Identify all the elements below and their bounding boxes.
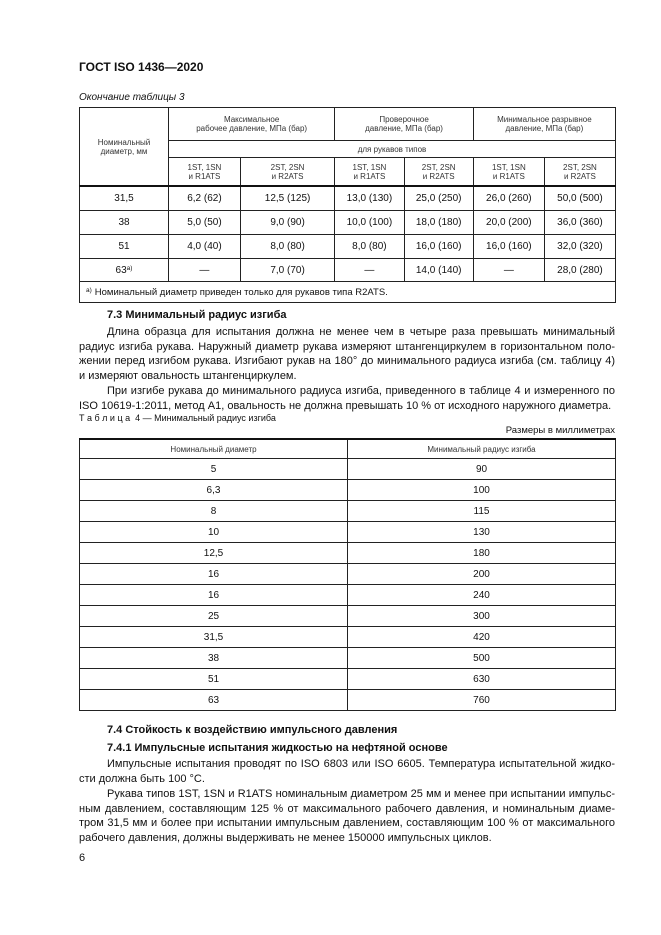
cell-text: и R1ATS [492,171,525,181]
table-row [80,235,616,259]
cell-text: 2ST, 2SN [270,162,305,172]
cell-text: 10,0 (100) [346,217,393,228]
cell-text: 31,5 [203,631,224,643]
cell-radius [348,585,616,606]
cell-text: Минимальный радиус изгиба [427,444,536,454]
table-row [80,211,616,235]
page-number: 6 [79,852,86,864]
footnote-mark: a) [126,264,133,272]
cell-diameter [80,259,169,282]
cell-text: Проверочное [379,115,429,124]
section-7-3-title: 7.3 Минимальный радиус изгиба [107,309,287,321]
cell-text: Номинальный [97,137,151,147]
cell-text: 1ST, 1SN [491,162,526,172]
cell-text: 8,0 (80) [352,241,387,252]
text-line: Рукава типов 1ST, 1SN и R1ATS номинальным диаметром 25 мм и менее при испытании импульс- [107,788,615,800]
header-hose-types [169,141,616,158]
cell-text: 1ST, 1SN [187,162,222,172]
cell-radius [348,564,616,585]
cell-value [240,186,334,211]
cell-text: 16,0 (160) [486,241,532,252]
cell-value [404,235,473,259]
table-3 [79,107,616,303]
cell-value [473,211,544,235]
cell-value [404,259,473,282]
cell-radius [348,648,616,669]
header-type [404,158,473,187]
cell-text: 13,0 (130) [346,193,393,204]
cell-text: 51 [118,241,130,252]
cell-diameter [80,501,348,522]
cell-text: 5 [210,463,217,475]
cell-text: 2ST, 2SN [563,162,597,172]
header-min-bend-radius [348,439,616,459]
cell-text: 630 [473,673,490,685]
cell-text: Минимальное разрывное [497,115,592,124]
section-7-4-1-paragraph-2 [79,787,615,845]
cell-value [544,259,615,282]
document-header: ГОСТ ISO 1436—2020 [79,60,204,74]
cell-text: 63 [115,264,127,276]
cell-value [473,186,544,211]
cell-text: 14,0 (140) [415,264,462,276]
cell-text: — [364,264,375,276]
cell-text: и R2ATS [422,171,455,181]
table-row [80,522,616,543]
cell-diameter [80,669,348,690]
footnote-mark: a) [86,286,92,294]
header-group [335,108,474,141]
header-nominal-diameter [80,439,348,459]
cell-text: 100 [473,484,490,496]
cell-diameter [80,522,348,543]
cell-diameter [80,564,348,585]
cell-diameter [80,648,348,669]
cell-text: 300 [473,610,490,622]
cell-radius [348,543,616,564]
cell-text: 115 [473,505,490,517]
table-row [80,648,616,669]
section-7-3-paragraph-1 [79,325,615,383]
cell-value [240,235,334,259]
cell-value [544,235,615,259]
cell-text: 1ST, 1SN [352,162,387,172]
cell-text: 63 [207,694,220,706]
cell-text: и R1ATS [188,171,221,181]
cell-value [169,211,241,235]
table4-units: Размеры в миллиметрах [505,425,615,436]
table-row [80,186,616,211]
cell-value [544,211,615,235]
text-line: тром 31,5 мм и более при испытании импульсным давлением, составляющим 100 % от максимального [79,817,615,829]
table-row [80,627,616,648]
section-7-4-1-paragraph-1 [79,757,615,786]
cell-text: 31,5 [114,193,134,204]
cell-diameter [80,211,169,235]
text-line: ным давлением, составляющим 125 % от максимального рабочего давления, и номинальным диаме- [79,802,615,815]
cell-text: и R2ATS [563,171,596,181]
header-group [169,108,335,141]
cell-value [240,259,334,282]
cell-text: 200 [473,568,490,580]
cell-text: давление, МПа (бар) [365,124,443,133]
cell-value [473,235,544,259]
table-row [80,459,616,480]
cell-text: давление, МПа (бар) [505,124,584,133]
table-row [80,585,616,606]
table-4 [79,438,616,711]
cell-text: 32,0 (320) [557,241,603,252]
cell-text: 760 [473,694,490,706]
cell-text: 28,0 (280) [557,264,603,276]
cell-text: 16 [207,568,220,580]
text-line: Длина образца для испытания должна не менее чем в четыре раза превышать минимальный [107,326,615,338]
cell-text: 50,0 (500) [557,193,603,204]
cell-diameter [80,606,348,627]
text-line: радиус изгиба рукава. Наружный диаметр рукава измеряют штангенциркулем в горизонтальном поло- [79,340,615,353]
cell-diameter [80,459,348,480]
header-type [169,158,241,187]
cell-value [404,211,473,235]
cell-diameter [80,186,169,211]
cell-text: Максимальное [223,115,280,124]
text-line: жении перед изгибом рукава. Изгибают рукав на 180° до минимального радиуса изгиба (см. таблицу 4) [79,355,615,367]
table-row [80,690,616,711]
cell-text: и R1ATS [353,171,386,181]
cell-radius [348,501,616,522]
cell-text: 12,5 [203,547,224,559]
table-row [80,543,616,564]
cell-text: 6,2 (62) [187,193,222,204]
cell-value [335,211,404,235]
cell-value [169,259,241,282]
cell-text: диаметр, мм [100,146,148,156]
cell-text: 36,0 (360) [557,217,603,228]
text-line: и измеряют овальность штангенциркулем. [79,369,297,382]
cell-diameter [80,585,348,606]
cell-value [169,186,241,211]
cell-text: 130 [473,526,490,538]
cell-text: 240 [473,589,490,601]
text-line: ISO 10619-1:2011, метод А1, овальность не должна превышать 10 % от исходного наружного диаметра. [79,399,612,412]
cell-value [473,259,544,282]
cell-text: 9,0 (90) [270,217,305,228]
cell-radius [348,606,616,627]
text-line: При изгибе рукава до минимального радиуса изгиба, приведенного в таблице 4 и измеренного по [107,385,615,397]
table3-footnote [80,282,616,303]
header-type [335,158,404,187]
cell-radius [348,480,616,501]
cell-diameter [80,627,348,648]
cell-text: Номинальный диаметр [170,444,257,454]
table-row [80,501,616,522]
header-group [473,108,615,141]
cell-value [335,186,404,211]
cell-value [335,235,404,259]
table-row [80,606,616,627]
cell-value [240,211,334,235]
table-row [80,564,616,585]
cell-text: 6,3 [206,484,221,496]
cell-diameter [80,480,348,501]
cell-text: 26,0 (260) [486,193,532,204]
table-header-row [80,439,616,459]
cell-diameter [80,235,169,259]
table4-caption: Т а б л и ц а 4 — Минимальный радиус изгиба [79,413,276,423]
section-7-4-1-title: 7.4.1 Импульсные испытания жидкостью на нефтяной основе [107,742,448,754]
section-7-3-paragraph-2 [79,384,615,413]
cell-text: 420 [473,631,490,643]
header-type [473,158,544,187]
cell-text: 16 [207,589,220,601]
footnote-row [80,282,616,303]
cell-text: 20,0 (200) [486,217,532,228]
table3-caption: Окончание таблицы 3 [79,92,185,103]
cell-radius [348,627,616,648]
cell-radius [348,459,616,480]
cell-radius [348,669,616,690]
header-type [240,158,334,187]
cell-value [544,186,615,211]
cell-value [404,186,473,211]
cell-text: 2ST, 2SN [421,162,456,172]
section-7-4-title: 7.4 Стойкость к воздействию импульсного давления [107,724,398,736]
cell-radius [348,690,616,711]
cell-text: 90 [475,463,488,475]
text-line: сти должна быть 100 °С. [79,772,205,785]
cell-value [335,259,404,282]
table-header-row [80,108,616,141]
cell-text: 4,0 (40) [187,241,222,252]
cell-text: 5,0 (50) [187,217,222,228]
cell-text: для рукавов типов [357,144,427,154]
cell-text: 25 [207,610,220,622]
cell-text: 180 [473,547,490,559]
table-row [80,259,616,282]
cell-text: и R2ATS [271,171,304,181]
table-row [80,669,616,690]
cell-text: 18,0 (180) [415,217,462,228]
cell-text: 12,5 (125) [264,193,311,204]
text-line: Импульсные испытания проводят по ISO 6803 или ISO 6605. Температура испытательной жидко- [107,758,615,770]
cell-diameter [80,690,348,711]
cell-radius [348,522,616,543]
cell-text: — [199,264,210,276]
header-nominal-diameter [80,108,169,187]
cell-value [169,235,241,259]
cell-text: 16,0 (160) [415,241,462,252]
cell-text: 7,0 (70) [270,264,305,276]
cell-text: 51 [207,673,220,685]
cell-text: рабочее давление, МПа (бар) [196,124,308,133]
cell-text: 8 [210,505,217,517]
cell-text: 25,0 (250) [415,193,462,204]
text-line: рабочего давления, должны выдерживать не менее 150000 импульсных циклов. [79,831,492,844]
cell-text: — [503,264,514,276]
cell-text: 10 [207,526,220,538]
table-row [80,480,616,501]
header-type [544,158,615,187]
footnote-text: Номинальный диаметр приведен только для рукавов типа R2ATS. [94,286,388,298]
cell-text: 38 [207,652,220,664]
cell-text: 38 [118,217,130,228]
cell-text: 500 [473,652,490,664]
cell-text: 8,0 (80) [270,241,305,252]
cell-diameter [80,543,348,564]
